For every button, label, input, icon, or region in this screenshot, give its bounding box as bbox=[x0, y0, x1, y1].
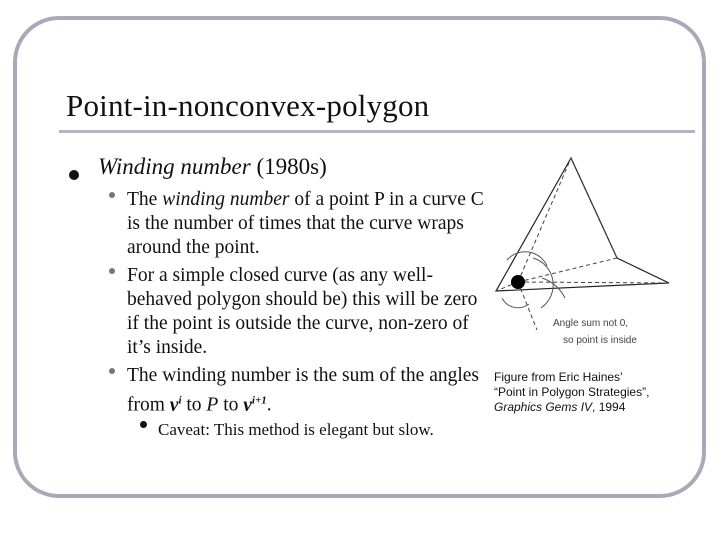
figure-caption bbox=[494, 370, 704, 415]
bullet-heading bbox=[98, 154, 327, 180]
winding-number-figure bbox=[487, 148, 697, 358]
text-run: The winding number is the sum of the angles from bbox=[127, 365, 480, 416]
slide-title: Point-in-nonconvex-polygon bbox=[66, 88, 430, 123]
sub-sub-bullet-dot bbox=[140, 421, 147, 428]
italic-run: winding number bbox=[162, 189, 290, 210]
sub-bullet-dot bbox=[109, 268, 115, 274]
polygon-outline bbox=[496, 158, 669, 291]
heading-italic: Winding number bbox=[98, 154, 251, 179]
caption-line: Figure from Eric Haines’ bbox=[494, 370, 623, 384]
text-run: . bbox=[266, 394, 272, 416]
superscript: i+1 bbox=[251, 394, 267, 406]
text-run: to bbox=[218, 394, 244, 416]
title-divider bbox=[59, 130, 695, 133]
figure-label-line2: so point is inside bbox=[563, 335, 637, 346]
caption-italic: Graphics Gems IV bbox=[494, 400, 593, 414]
vertex-var: v bbox=[169, 394, 179, 416]
text-run: to bbox=[181, 394, 207, 416]
figure-label-line1: Angle sum not 0, bbox=[553, 318, 629, 329]
sub-bullet-dot bbox=[109, 368, 115, 374]
text-run: The bbox=[127, 189, 163, 210]
heading-rest: (1980s) bbox=[250, 154, 327, 179]
superscript: i bbox=[178, 394, 182, 406]
sub-bullet-2: For a simple closed curve (as any well-behaved polygon should be) this will be zero if the point is outside the curve, non-zero of it’s inside. bbox=[127, 265, 478, 358]
caption-rest: , 1994 bbox=[592, 400, 626, 414]
sub-bullet-dot bbox=[109, 192, 115, 198]
point-var: P bbox=[206, 394, 219, 416]
sub-bullet-3 bbox=[127, 364, 487, 418]
sub-sub-bullet: Caveat: This method is elegant but slow. bbox=[158, 420, 434, 439]
vertex-var: v bbox=[243, 394, 252, 416]
sub-bullet-1 bbox=[127, 188, 487, 260]
text-run: of a point P in a curve C is the number of times that the curve wraps around the point. bbox=[127, 189, 484, 258]
bullet-dot bbox=[69, 170, 79, 180]
test-point bbox=[511, 275, 525, 289]
caption-line: “Point in Polygon Strategies”, bbox=[494, 385, 650, 399]
caption-line bbox=[494, 400, 704, 415]
